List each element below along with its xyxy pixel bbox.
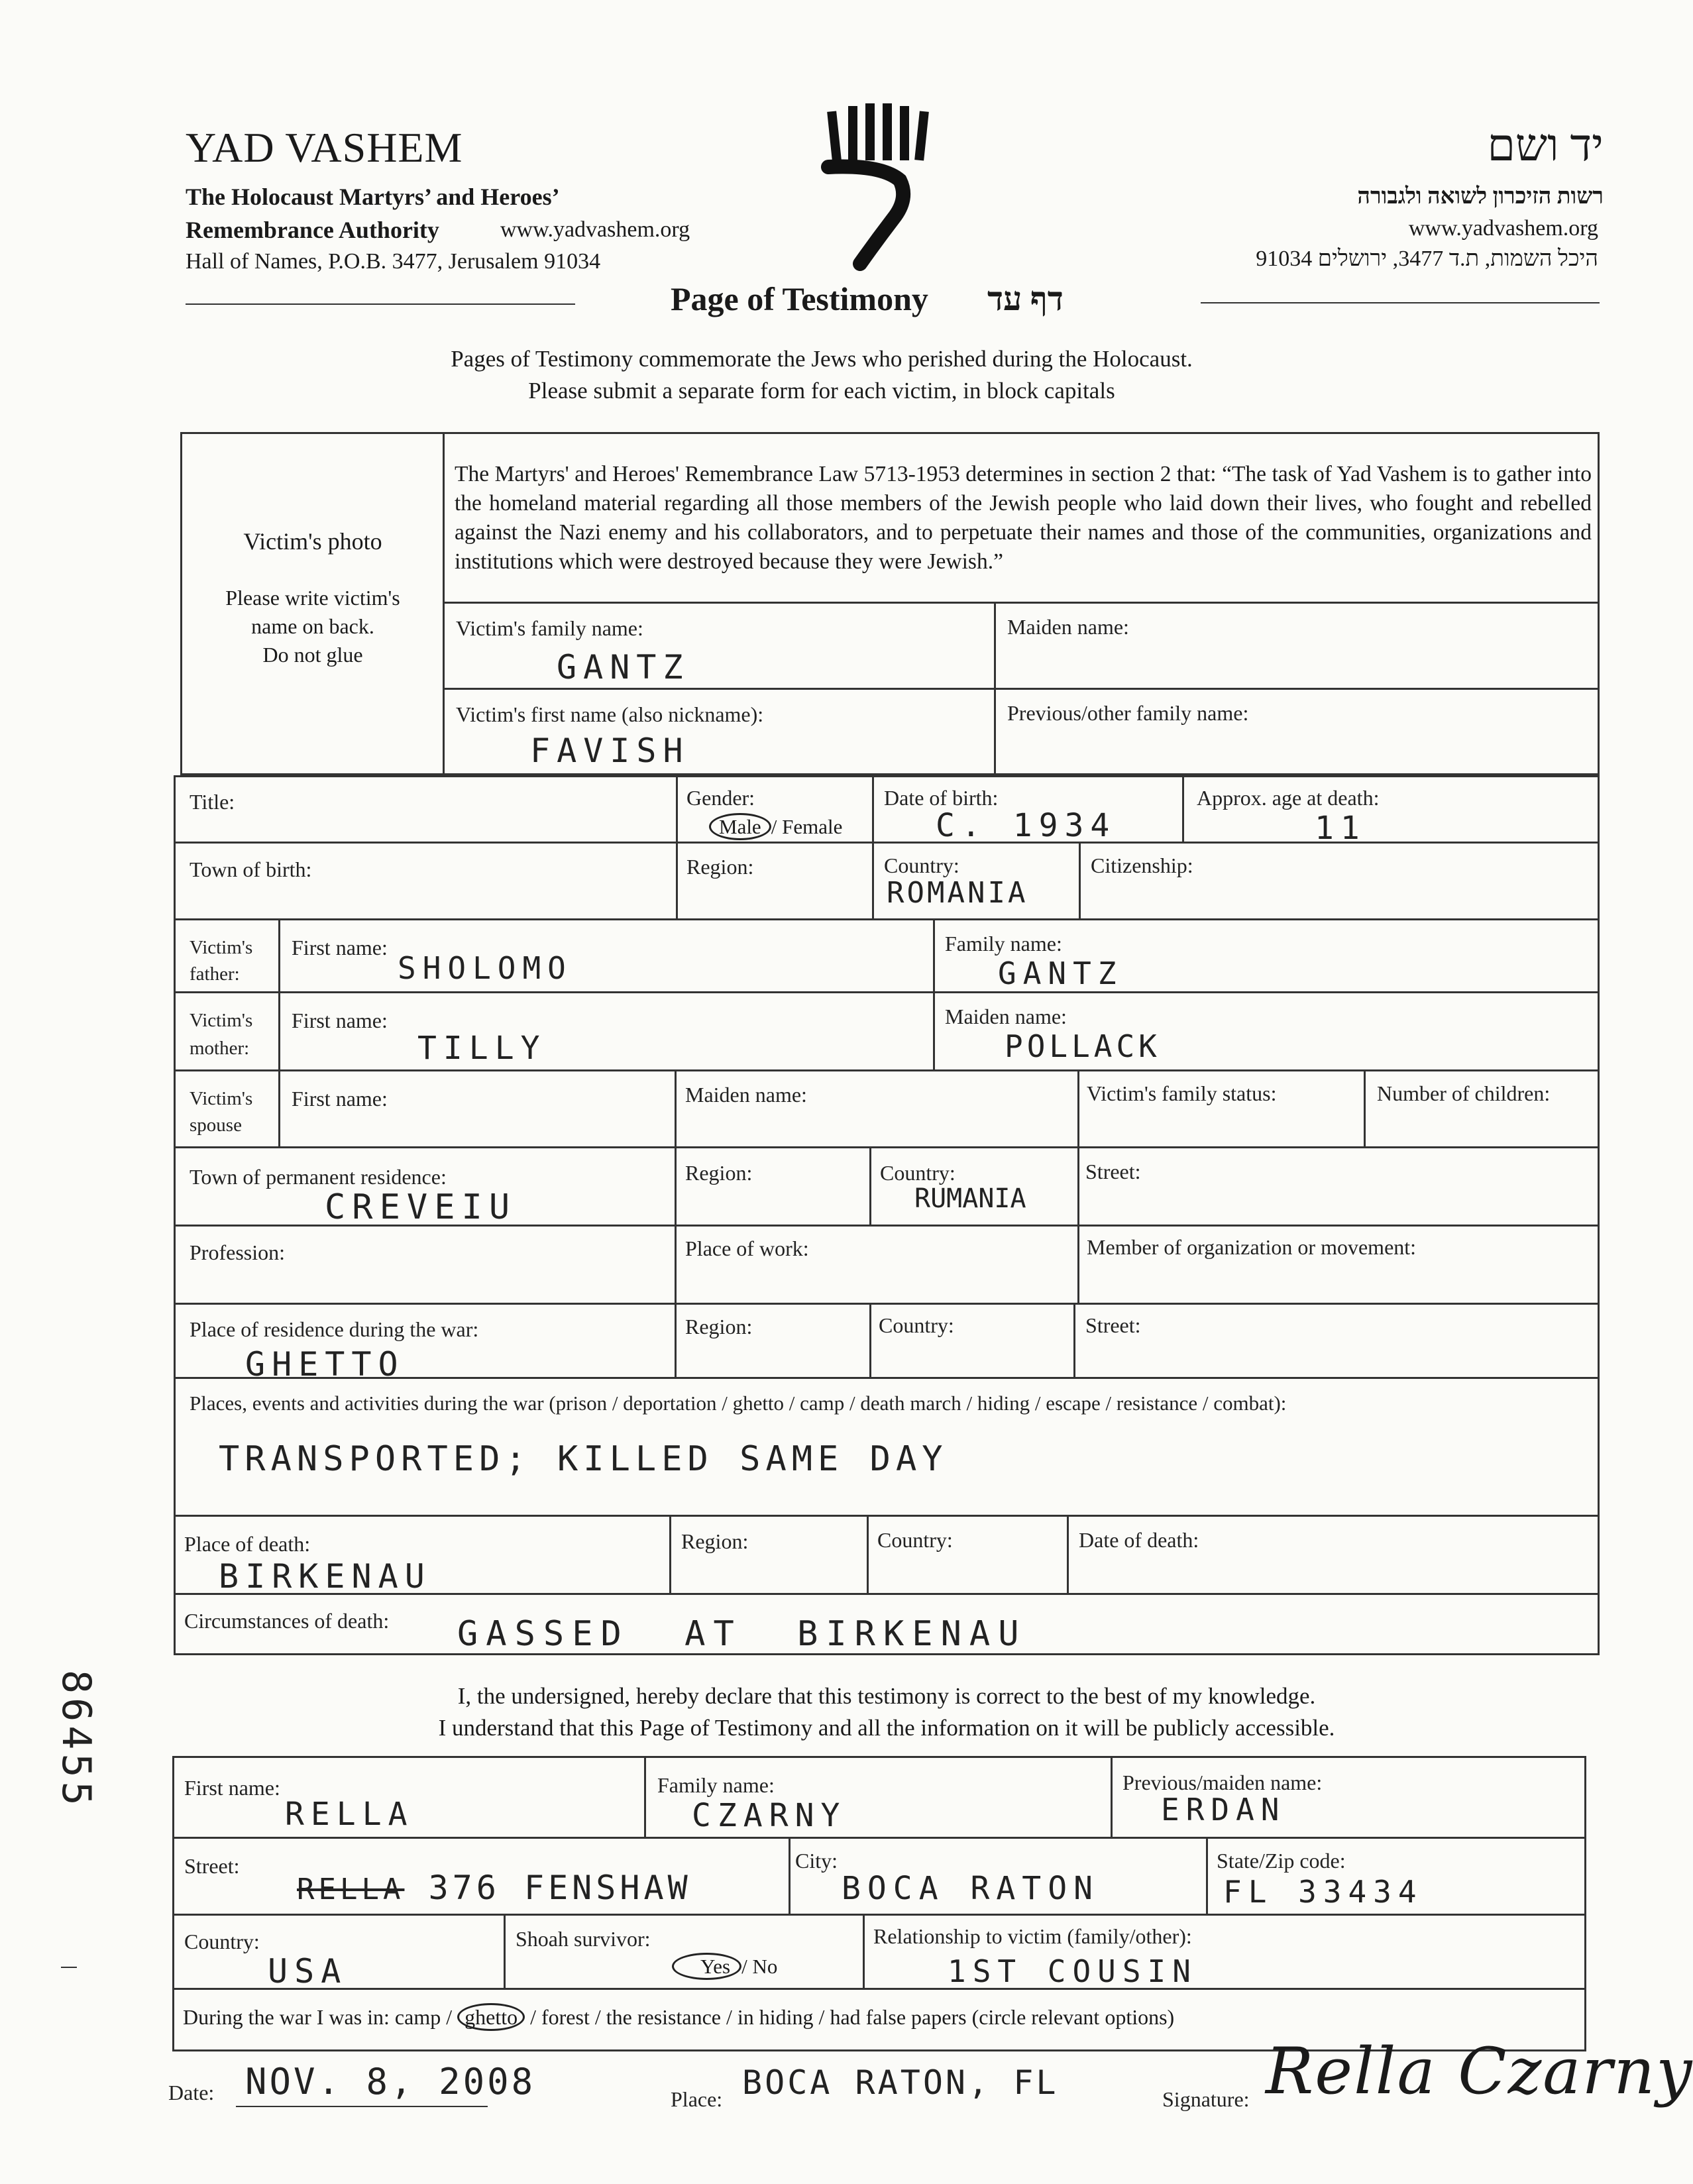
submitter-family-label: Family name: [657, 1773, 775, 1797]
survivor-no[interactable]: No [752, 1955, 778, 1978]
place-label: Place: [671, 2087, 723, 2111]
mother-label-1: Victim's [190, 1010, 253, 1031]
residence-country[interactable]: RUMANIA [914, 1183, 1026, 1214]
gender-slash: / [771, 815, 777, 838]
intro-line-1: Pages of Testimony commemorate the Jews who perished during the Holocaust. [451, 346, 1193, 372]
rule [174, 1069, 1600, 1071]
submitter-family-name[interactable]: CZARNY [692, 1797, 847, 1834]
father-label-2: father: [190, 963, 240, 985]
town-birth-label: Town of birth: [190, 857, 312, 881]
rule [504, 1914, 506, 1988]
family-status-label: Victim's family status: [1087, 1081, 1277, 1105]
profession-label: Profession: [190, 1240, 285, 1264]
header-rule-left [186, 303, 575, 305]
citizenship-label: Citizenship: [1091, 853, 1193, 877]
mother-label-2: mother: [190, 1038, 250, 1059]
spouse-label-2: spouse [190, 1115, 242, 1136]
war-status-ghetto[interactable]: ghetto [457, 2003, 525, 2031]
signature-label: Signature: [1162, 2087, 1250, 2111]
rule [644, 1756, 646, 1837]
spouse-maiden-label: Maiden name: [685, 1083, 807, 1107]
rule [174, 1515, 1600, 1517]
work-label: Place of work: [685, 1236, 809, 1260]
date-label: Date: [168, 2081, 215, 2104]
father-first-label: First name: [292, 936, 388, 959]
submitter-city-label: City: [795, 1849, 838, 1873]
rule [1182, 775, 1184, 842]
submitter-first-name[interactable]: RELLA [285, 1796, 414, 1833]
address-en: Hall of Names, P.O.B. 3477, Jerusalem 91034 [186, 249, 601, 274]
org-name-en: YAD VASHEM [186, 124, 463, 171]
region-birth-label: Region: [686, 855, 754, 879]
submitter-street-label: Street: [184, 1854, 240, 1878]
rule [676, 775, 678, 918]
title-label: Title: [190, 790, 235, 814]
survivor-label: Shoah survivor: [516, 1927, 651, 1951]
war-status-post: / forest / the resistance / in hiding / had false papers (circle relevant options) [530, 2005, 1175, 2029]
rule [172, 1914, 1586, 1916]
rule [872, 775, 874, 918]
declaration-line-1: I, the undersigned, hereby declare that this testimony is correct to the best of my knowledge. [457, 1683, 1316, 1709]
age-label: Approx. age at death: [1197, 786, 1380, 810]
form-title: Page of Testimony [671, 280, 928, 317]
rule [869, 1146, 871, 1225]
mother-maiden-label: Maiden name: [945, 1005, 1067, 1028]
rule [174, 1146, 1600, 1148]
rule [789, 1837, 791, 1914]
rule [174, 1303, 1600, 1305]
death-date-label: Date of death: [1079, 1528, 1199, 1552]
photo-title: Victim's photo [243, 528, 382, 555]
rule [443, 688, 1600, 690]
death-region-label: Region: [681, 1529, 749, 1553]
margin-number: 86455 [53, 1670, 99, 1810]
rule [867, 1515, 869, 1593]
submitter-prev-label: Previous/maiden name: [1122, 1771, 1323, 1794]
victim-dob[interactable]: C. 1934 [936, 807, 1117, 844]
date-underline [236, 2106, 488, 2107]
photo-divider [443, 432, 445, 775]
submitter-first-label: First name: [184, 1776, 280, 1800]
margin-tick [61, 1967, 77, 1968]
family-name-label: Victim's family name: [456, 616, 643, 640]
war-status-line [183, 2005, 1174, 2030]
rule [174, 918, 1600, 920]
rule [994, 602, 996, 775]
org-subtitle-he: רשות הזיכרון לשואה ולגבורה [1357, 184, 1604, 209]
submission-place[interactable]: BOCA RATON, FL [742, 2063, 1059, 2102]
war-country-label: Country: [879, 1313, 954, 1337]
prev-family-label: Previous/other family name: [1007, 701, 1249, 725]
father-family-label: Family name: [945, 932, 1062, 956]
war-residence-label: Place of residence during the war: [190, 1317, 479, 1341]
rule [869, 1303, 871, 1377]
rule [1073, 1303, 1075, 1377]
residence-country-label: Country: [880, 1161, 956, 1185]
photo-instruction-3: Do not glue [262, 643, 363, 667]
war-residence[interactable]: GHETTO [245, 1345, 405, 1384]
circumstances-label: Circumstances of death: [184, 1609, 390, 1633]
war-status-pre: During the war I was in: camp / [183, 2005, 453, 2029]
submitter-state[interactable]: FL 33434 [1223, 1874, 1423, 1910]
rule [1077, 1069, 1079, 1303]
dob-label: Date of birth: [884, 786, 999, 810]
org-subtitle-1: The Holocaust Martyrs’ and Heroes’ [186, 184, 560, 210]
submission-date[interactable]: NOV. 8, 2008 [245, 2061, 536, 2102]
gender-label: Gender: [686, 786, 755, 810]
survivor-options[interactable] [672, 1955, 777, 1979]
events-label: Places, events and activities during the war (prison / deportation / ghetto / camp / death march / hiding / escape / resistance / combat): [190, 1392, 1287, 1415]
survivor-slash: / [741, 1955, 747, 1978]
rule [933, 918, 935, 1069]
country-birth-label: Country: [884, 853, 959, 877]
submitter-state-label: State/Zip code: [1217, 1849, 1346, 1873]
father-label-1: Victim's [190, 937, 253, 958]
rule [863, 1914, 865, 1988]
mother-first-name[interactable]: TILLY [417, 1030, 547, 1067]
rule [1111, 1756, 1113, 1837]
website-en: www.yadvashem.org [500, 217, 690, 242]
spouse-first-label: First name: [292, 1087, 388, 1111]
residence-street-label: Street: [1085, 1160, 1141, 1183]
maiden-name-label: Maiden name: [1007, 615, 1129, 639]
yad-vashem-logo [822, 99, 934, 272]
war-region-label: Region: [685, 1315, 753, 1338]
mother-maiden-name[interactable]: POLLACK [1005, 1028, 1161, 1064]
street-struck-word: RELLA [297, 1873, 405, 1906]
header-rule-right [1201, 302, 1600, 303]
street-value: 376 FENSHAW [428, 1869, 692, 1907]
residence-town[interactable]: CREVEIU [325, 1187, 517, 1227]
org-subtitle-2: Remembrance Authority [186, 217, 439, 243]
country-birth[interactable]: ROMANIA [887, 876, 1028, 910]
rule [669, 1515, 671, 1593]
father-first-name[interactable]: SHOLOMO [398, 950, 573, 986]
relation-label: Relationship to victim (family/other): [873, 1924, 1192, 1948]
submitter-city[interactable]: BOCA RATON [842, 1870, 1099, 1907]
death-place-label: Place of death: [184, 1532, 311, 1556]
signature[interactable]: Rella Czarny [1266, 2034, 1693, 2108]
declaration-line-2: I understand that this Page of Testimony and all the information on it will be publicly accessible. [438, 1715, 1335, 1741]
circumstances[interactable]: GASSED AT BIRKENAU [457, 1614, 1027, 1654]
mother-first-label: First name: [292, 1009, 388, 1032]
form-title-he: דף עד [987, 280, 1064, 317]
rule [675, 1069, 677, 1377]
law-text: The Martyrs' and Heroes' Remembrance Law 5713-1953 determines in section 2 that: “The task of Yad Vashem is to gather into the homeland material regarding all those members of the Jewish people who laid down their lives, who fought and rebelled against the Nazi enemy and his collaborators, and to perpetuate their names and those of the communities, organizations and institutions which were destroyed because they were Jewish.” [455, 462, 1592, 574]
address-he: היכל השמות, ת.ד 3477, ירושלים 91034 [1256, 246, 1598, 271]
submitter-country[interactable]: USA [268, 1952, 348, 1991]
first-name-label: Victim's first name (also nickname): [456, 702, 764, 726]
rule [1079, 842, 1081, 918]
submitter-street[interactable] [297, 1869, 692, 1907]
victim-age[interactable]: 11 [1315, 810, 1366, 847]
rule [172, 1837, 1586, 1839]
victim-first-name[interactable]: FAVISH [530, 732, 690, 770]
victim-family-name[interactable]: GANTZ [557, 648, 690, 686]
war-street-label: Street: [1085, 1313, 1141, 1337]
father-family-name[interactable]: GANTZ [998, 956, 1123, 991]
rule [174, 991, 1600, 993]
website-he: www.yadvashem.org [1408, 216, 1598, 241]
submitter-country-label: Country: [184, 1930, 260, 1953]
org-name-he: יד ושם [1487, 120, 1604, 170]
photo-instruction-1: Please write victim's [225, 586, 400, 610]
rule [1067, 1515, 1069, 1593]
survivor-yes[interactable]: Yes [672, 1953, 741, 1980]
gender-male[interactable]: Male [709, 813, 771, 840]
gender-female[interactable]: Female [782, 815, 843, 838]
rule [174, 842, 1600, 844]
rule [443, 602, 1600, 604]
death-place[interactable]: BIRKENAU [219, 1557, 431, 1596]
residence-town-label: Town of permanent residence: [190, 1165, 447, 1189]
member-label: Member of organization or movement: [1087, 1235, 1417, 1259]
rule [1206, 1837, 1208, 1914]
photo-area[interactable] [186, 451, 440, 667]
children-label: Number of children: [1377, 1081, 1551, 1105]
rule [172, 1988, 1586, 1990]
residence-region-label: Region: [685, 1161, 753, 1185]
rule [278, 918, 280, 1146]
gender-options[interactable] [709, 815, 842, 839]
rule [1364, 1069, 1366, 1146]
death-country-label: Country: [877, 1528, 953, 1552]
intro-line-2: Please submit a separate form for each victim, in block capitals [528, 378, 1115, 404]
events-value[interactable]: TRANSPORTED; KILLED SAME DAY [219, 1439, 948, 1479]
submitter-relation[interactable]: 1ST COUSIN [948, 1953, 1197, 1989]
spouse-label-1: Victim's [190, 1088, 253, 1109]
submitter-prev-name[interactable]: ERDAN [1161, 1792, 1286, 1828]
photo-instruction-2: name on back. [251, 614, 374, 638]
